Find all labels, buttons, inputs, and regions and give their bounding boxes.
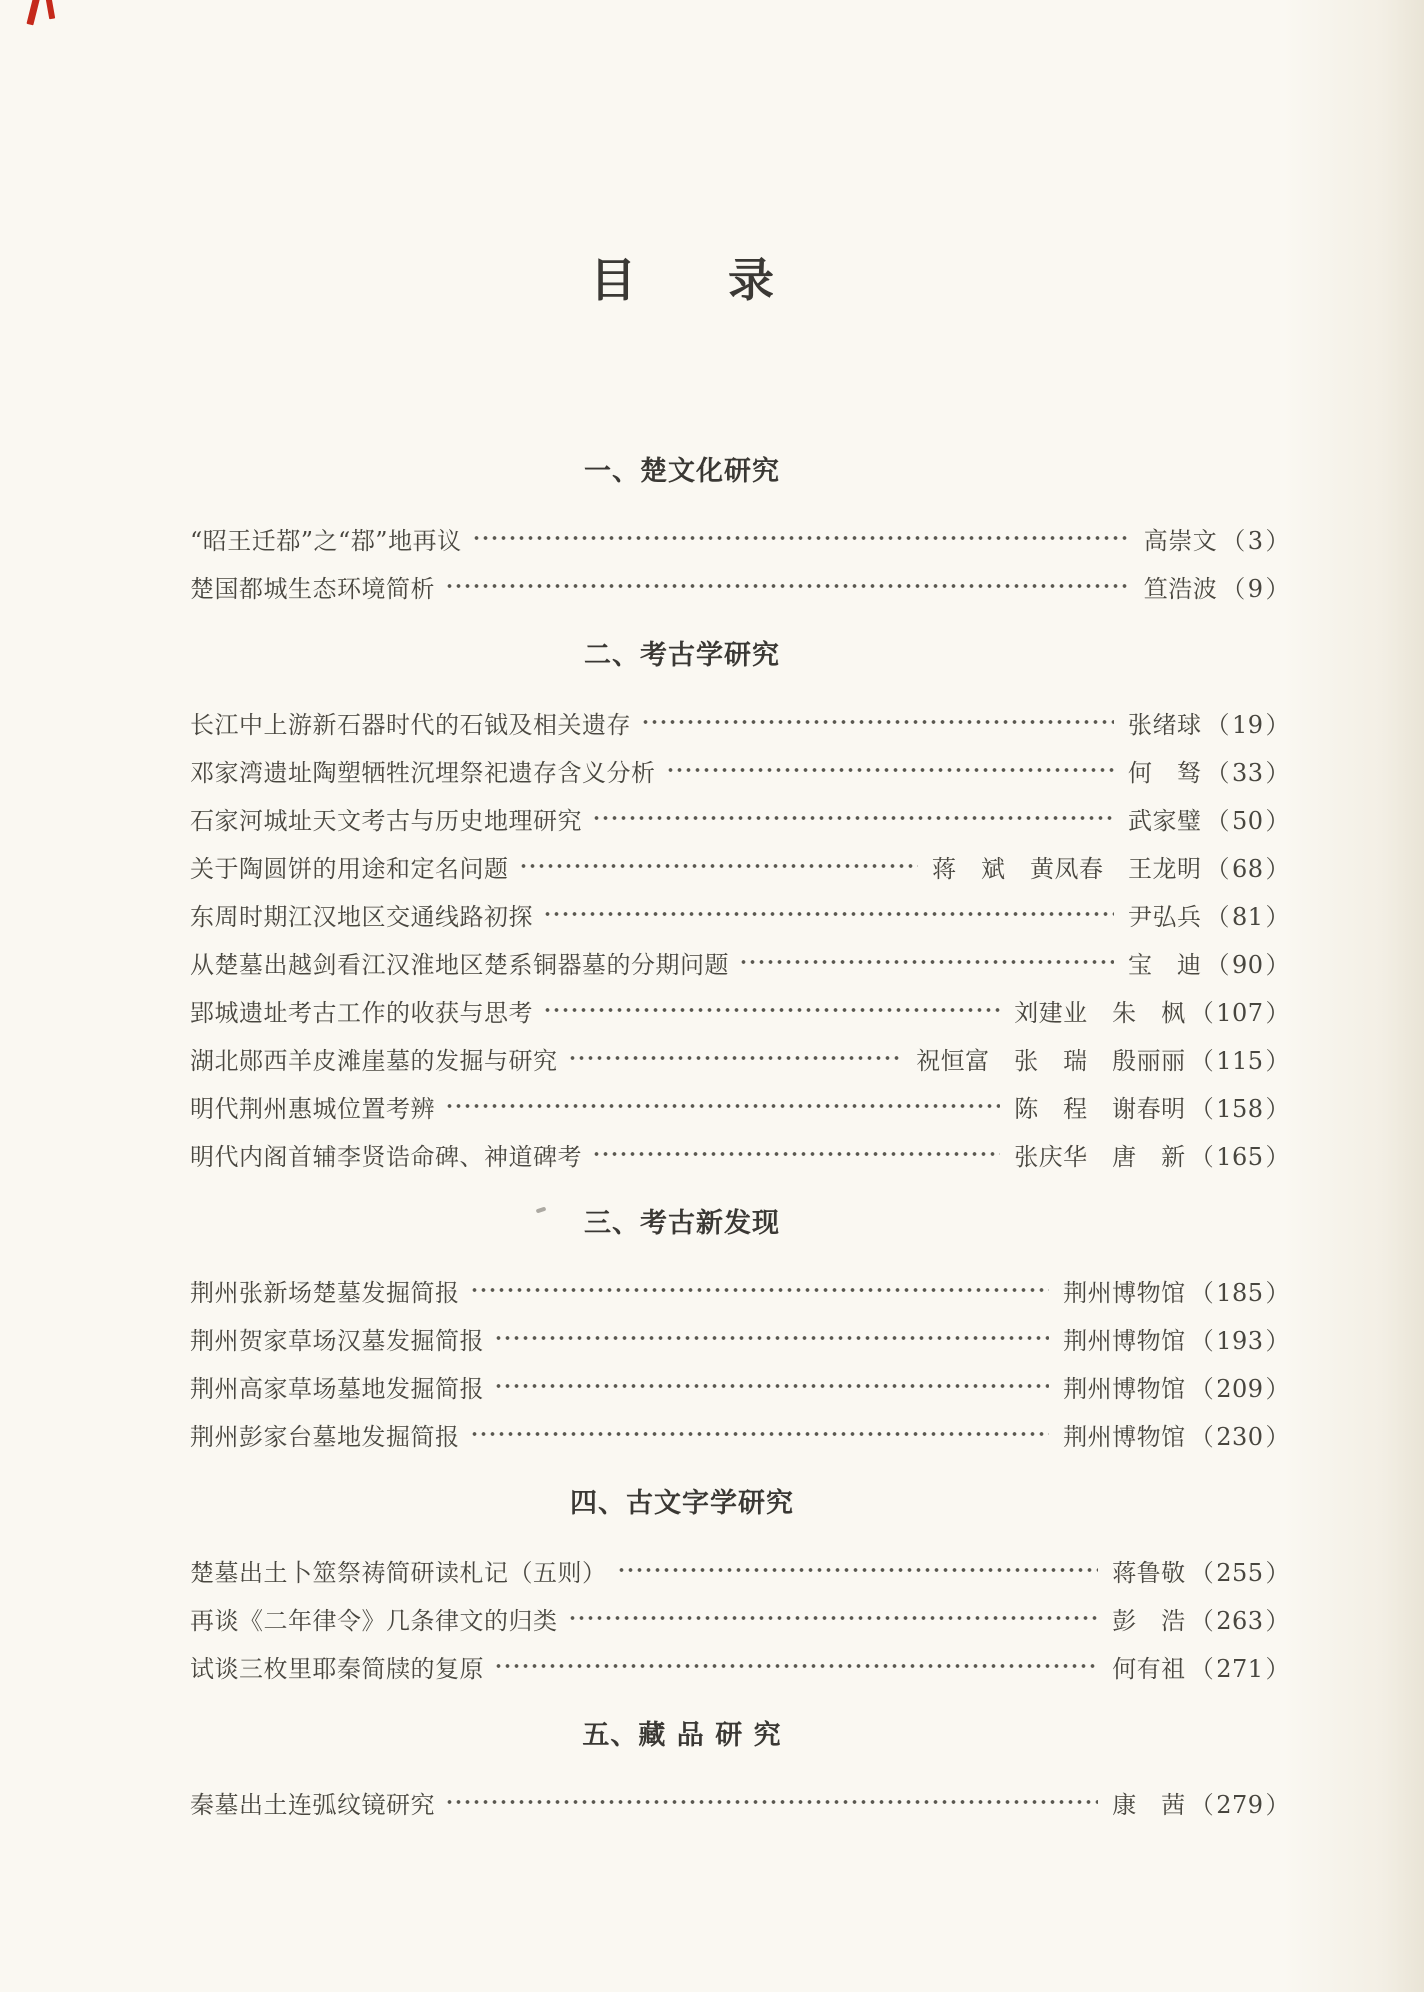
entry-authors: 笪浩波 xyxy=(1143,574,1218,603)
dot-leader xyxy=(492,1362,1049,1410)
entry-page-number: （ 9 ） xyxy=(1221,569,1290,604)
entry-title: 明代荆州惠城位置考辨 xyxy=(190,1094,435,1123)
toc-entry xyxy=(190,1314,1290,1362)
entry-title: “昭王迁鄀”之“鄀”地再议 xyxy=(190,526,462,555)
entry-title: 从楚墓出越剑看江汉淮地区楚系铜器墓的分期问题 xyxy=(190,950,729,979)
entry-title: 荆州高家草场墓地发掘简报 xyxy=(190,1374,484,1403)
toc-entry xyxy=(190,562,1290,610)
entry-title: 长江中上游新石器时代的石钺及相关遗存 xyxy=(190,710,631,739)
entry-authors: 蒋 斌 黄凤春 王龙明 xyxy=(931,854,1202,883)
entry-page-number: （ 115 ） xyxy=(1190,1041,1290,1076)
toc-content xyxy=(190,0,1290,1826)
toc-entry xyxy=(190,1362,1290,1410)
entry-authors: 荆州博物馆 xyxy=(1063,1374,1186,1403)
entry-title: 郢城遗址考古工作的收获与思考 xyxy=(190,998,533,1027)
dot-leader xyxy=(443,1778,1098,1826)
entry-title: 明代内阁首辅李贤诰命碑、神道碑考 xyxy=(190,1142,582,1171)
section-heading: 三、考古新发现 xyxy=(584,1208,780,1239)
dot-leader xyxy=(443,1082,1000,1130)
entry-authors: 武家璧 xyxy=(1127,806,1202,835)
dot-leader xyxy=(590,1130,1000,1178)
entry-page-number: （ 209 ） xyxy=(1190,1369,1290,1404)
dot-leader xyxy=(639,698,1114,746)
dot-leader xyxy=(541,986,1000,1034)
dot-leader xyxy=(615,1546,1099,1594)
page-title: 目 录 xyxy=(590,253,774,307)
entry-authors: 张绪球 xyxy=(1127,710,1202,739)
entry-title: 荆州张新场楚墓发掘简报 xyxy=(190,1278,460,1307)
dot-leader xyxy=(492,1314,1049,1362)
toc-section xyxy=(190,448,1290,610)
dot-leader xyxy=(566,1594,1099,1642)
dot-leader xyxy=(517,842,918,890)
scan-mark-red-1 xyxy=(26,0,40,25)
entry-authors: 康 茜 xyxy=(1112,1790,1186,1819)
entry-title: 邓家湾遗址陶塑牺牲沉埋祭祀遗存含义分析 xyxy=(190,758,656,787)
dot-leader xyxy=(468,1266,1050,1314)
toc-entry xyxy=(190,1546,1290,1594)
entry-authors: 蒋鲁敬 xyxy=(1112,1558,1186,1587)
entry-title: 秦墓出土连弧纹镜研究 xyxy=(190,1790,435,1819)
entry-page-number: （ 165 ） xyxy=(1190,1137,1290,1172)
entry-title: 荆州贺家草场汉墓发掘简报 xyxy=(190,1326,484,1355)
entry-page-number: （ 90 ） xyxy=(1205,945,1290,980)
toc-entry xyxy=(190,1130,1290,1178)
entry-page-number: （ 3 ） xyxy=(1221,521,1290,556)
entry-authors: 尹弘兵 xyxy=(1127,902,1202,931)
toc-entry xyxy=(190,938,1290,986)
entry-authors: 何 驽 xyxy=(1127,758,1202,787)
section-heading: 四、古文字学研究 xyxy=(570,1488,794,1519)
entry-page-number: （ 230 ） xyxy=(1190,1417,1290,1452)
entry-authors: 荆州博物馆 xyxy=(1063,1278,1186,1307)
entry-title: 湖北郧西羊皮滩崖墓的发掘与研究 xyxy=(190,1046,558,1075)
entry-authors: 宝 迪 xyxy=(1127,950,1202,979)
section-heading: 二、考古学研究 xyxy=(584,640,780,671)
entry-title: 试谈三枚里耶秦简牍的复原 xyxy=(190,1654,484,1683)
toc-entry xyxy=(190,1594,1290,1642)
toc-section xyxy=(190,1712,1290,1826)
entry-page-number: （ 193 ） xyxy=(1190,1321,1290,1356)
toc-entry xyxy=(190,890,1290,938)
scan-mark-red-2 xyxy=(45,0,55,19)
entry-authors: 彭 浩 xyxy=(1112,1606,1186,1635)
entry-authors: 张庆华 唐 新 xyxy=(1014,1142,1186,1171)
dot-leader xyxy=(590,794,1114,842)
entry-title: 再谈《二年律令》几条律文的归类 xyxy=(190,1606,558,1635)
entry-authors: 高崇文 xyxy=(1143,526,1218,555)
entry-authors: 刘建业 朱 枫 xyxy=(1014,998,1186,1027)
toc-entry xyxy=(190,698,1290,746)
entry-page-number: （ 185 ） xyxy=(1190,1273,1290,1308)
dot-leader xyxy=(541,890,1114,938)
entry-page-number: （ 50 ） xyxy=(1205,801,1290,836)
entry-title: 石家河城址天文考古与历史地理研究 xyxy=(190,806,582,835)
entry-page-number: （ 107 ） xyxy=(1190,993,1290,1028)
dot-leader xyxy=(470,514,1130,562)
entry-title: 楚国都城生态环境简析 xyxy=(190,574,435,603)
section-heading: 五、藏 品 研 究 xyxy=(582,1720,782,1751)
toc-entry xyxy=(190,1778,1290,1826)
dot-leader xyxy=(566,1034,903,1082)
toc-section xyxy=(190,632,1290,1178)
toc-entry xyxy=(190,1082,1290,1130)
dot-leader xyxy=(443,562,1130,610)
entry-title: 楚墓出土卜筮祭祷简研读札记（五则） xyxy=(190,1558,607,1587)
entry-page-number: （ 81 ） xyxy=(1205,897,1290,932)
entry-authors: 陈 程 谢春明 xyxy=(1014,1094,1186,1123)
toc-entry xyxy=(190,794,1290,842)
toc-list xyxy=(190,448,1290,1826)
dot-leader xyxy=(737,938,1114,986)
toc-section xyxy=(190,1480,1290,1690)
entry-title: 荆州彭家台墓地发掘简报 xyxy=(190,1422,460,1451)
entry-page-number: （ 33 ） xyxy=(1205,753,1290,788)
entry-page-number: （ 255 ） xyxy=(1190,1553,1290,1588)
toc-section xyxy=(190,1200,1290,1458)
entry-title: 东周时期江汉地区交通线路初探 xyxy=(190,902,533,931)
entry-title: 关于陶圆饼的用途和定名问题 xyxy=(190,854,509,883)
entry-authors: 荆州博物馆 xyxy=(1063,1326,1186,1355)
entry-authors: 祝恒富 张 瑞 殷丽丽 xyxy=(916,1046,1186,1075)
entry-authors: 何有祖 xyxy=(1112,1654,1186,1683)
toc-entry xyxy=(190,1410,1290,1458)
toc-entry xyxy=(190,1034,1290,1082)
entry-authors: 荆州博物馆 xyxy=(1063,1422,1186,1451)
dot-leader xyxy=(492,1642,1098,1690)
toc-entry xyxy=(190,1266,1290,1314)
entry-page-number: （ 271 ） xyxy=(1190,1649,1290,1684)
entry-page-number: （ 68 ） xyxy=(1205,849,1290,884)
toc-entry xyxy=(190,842,1290,890)
toc-entry xyxy=(190,746,1290,794)
entry-page-number: （ 158 ） xyxy=(1190,1089,1290,1124)
dot-leader xyxy=(468,1410,1050,1458)
section-heading: 一、楚文化研究 xyxy=(584,456,780,487)
entry-page-number: （ 279 ） xyxy=(1190,1785,1290,1820)
toc-entry xyxy=(190,986,1290,1034)
entry-page-number: （ 19 ） xyxy=(1205,705,1290,740)
toc-entry xyxy=(190,514,1290,562)
toc-entry xyxy=(190,1642,1290,1690)
dot-leader xyxy=(664,746,1114,794)
entry-page-number: （ 263 ） xyxy=(1190,1601,1290,1636)
